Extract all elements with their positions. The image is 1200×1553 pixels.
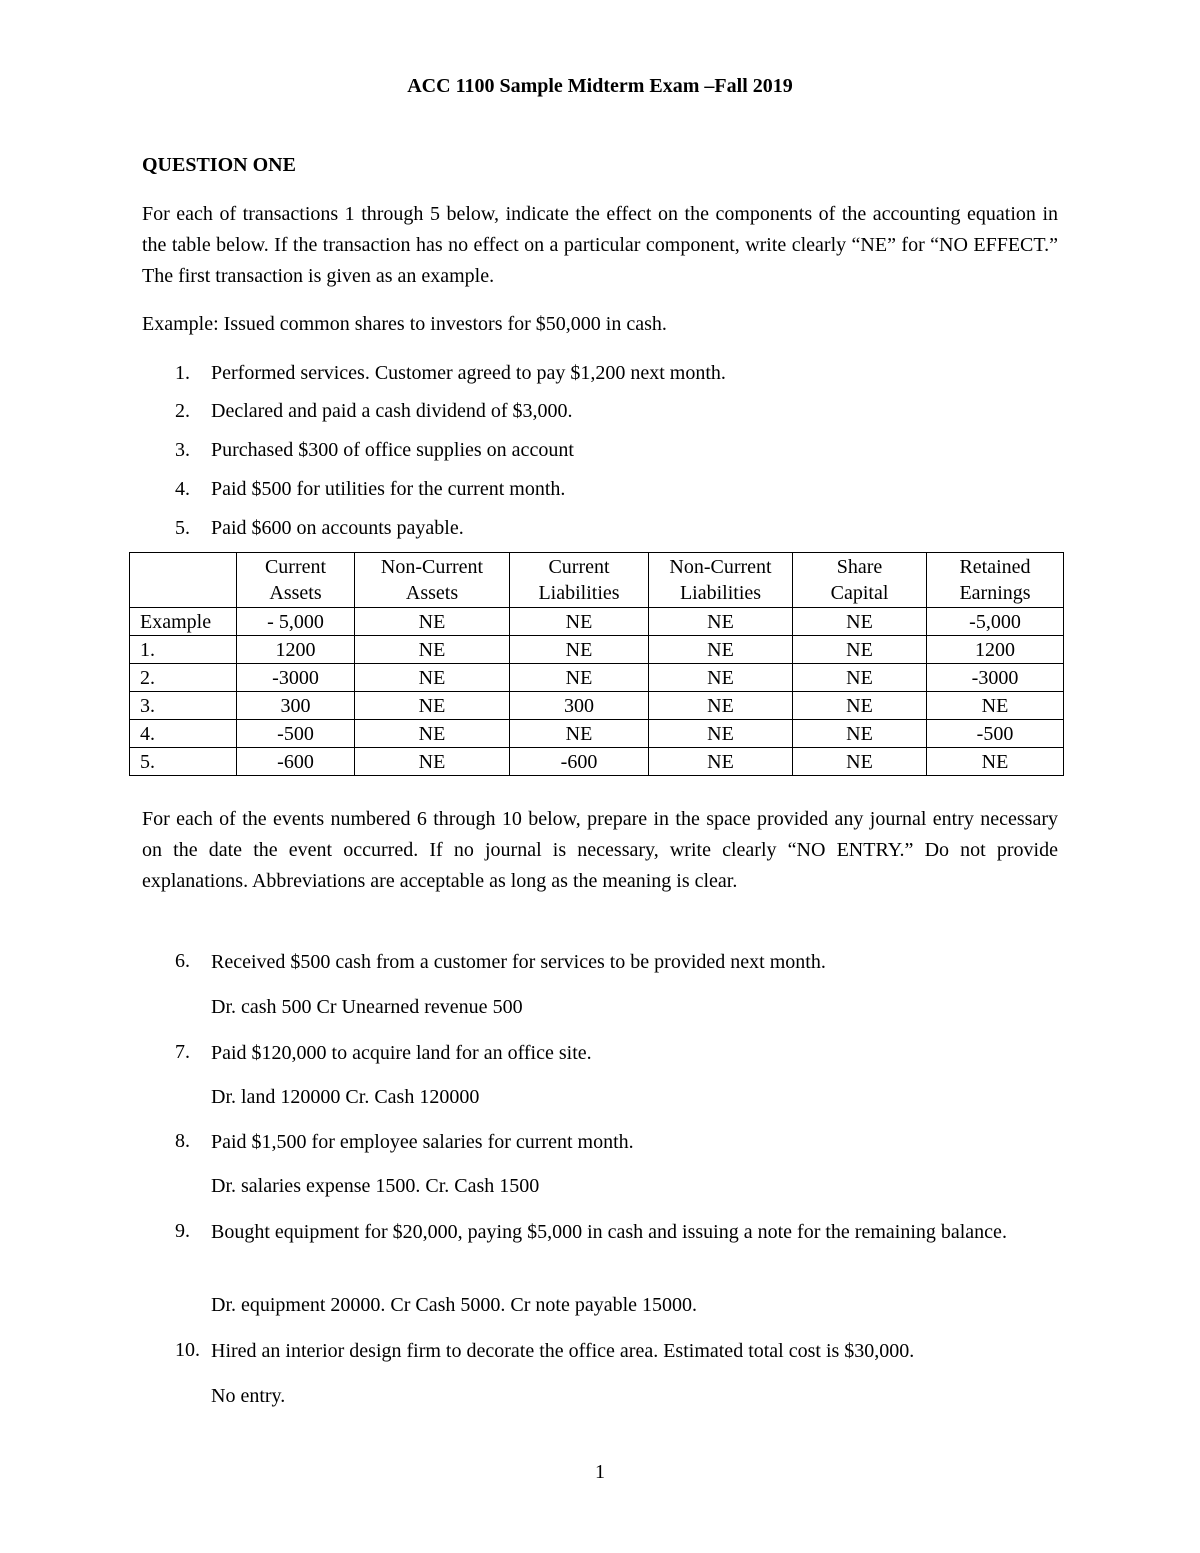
column-header-non-current-liabilities: Non-Current Liabilities [649,553,793,608]
table-cell: 1200 [927,636,1064,664]
column-header-share-capital: Share Capital [793,553,927,608]
event-number: 8. [175,1130,190,1152]
table-cell: -3000 [237,664,355,692]
table-cell: NE [793,664,927,692]
row-label: 4. [130,720,237,748]
transaction-number: 2. [175,400,190,422]
table-row [130,608,1064,636]
row-label: Example [130,608,237,636]
table-cell: NE [649,692,793,720]
table-row [130,692,1064,720]
table-cell: NE [355,692,510,720]
event-text: Bought equipment for $20,000, paying $5,000 in cash and issuing a note for the remaining balance. [211,1221,1007,1243]
question-heading: QUESTION ONE [142,154,296,176]
example-transaction: Example: Issued common shares to investors for $50,000 in cash. [142,313,667,335]
event-number: 7. [175,1041,190,1063]
transaction-text: Performed services. Customer agreed to pay $1,200 next month. [211,362,726,384]
page-number: 1 [595,1461,605,1483]
table-cell: NE [649,608,793,636]
table-cell: NE [355,664,510,692]
transaction-number: 3. [175,439,190,461]
table-cell: NE [510,720,649,748]
row-label: 2. [130,664,237,692]
table-cell: NE [793,692,927,720]
table-cell: -600 [510,748,649,776]
row-label: 3. [130,692,237,720]
table-cell: -500 [237,720,355,748]
row-label: 1. [130,636,237,664]
instructions-paragraph: For each of transactions 1 through 5 below, indicate the effect on the components of the accounting equation in the table below. If the transaction has no effect on a particular component, write clearly “NE” for “NO EFFECT.” The first transaction is given as an example. [142,203,1058,287]
transaction-number: 4. [175,478,190,500]
row-label: 5. [130,748,237,776]
event-number: 10. [175,1339,200,1361]
table-cell: -3000 [927,664,1064,692]
table-cell: NE [927,748,1064,776]
journal-answer: Dr. equipment 20000. Cr Cash 5000. Cr note payable 15000. [211,1294,698,1316]
table-cell: NE [355,748,510,776]
table-cell: NE [510,608,649,636]
column-header-non-current-assets: Non-Current Assets [355,553,510,608]
table-cell: NE [649,748,793,776]
exam-title: ACC 1100 Sample Midterm Exam –Fall 2019 [407,75,793,97]
table-cell: NE [927,692,1064,720]
table-cell: 300 [237,692,355,720]
table-cell: NE [793,748,927,776]
table-cell: NE [649,664,793,692]
table-cell: NE [793,720,927,748]
table-cell: NE [355,636,510,664]
transaction-text: Declared and paid a cash dividend of $3,000. [211,400,573,422]
transaction-text: Paid $500 for utilities for the current month. [211,478,566,500]
table-cell: NE [793,636,927,664]
table-header-row [130,553,1064,608]
table-cell: -5,000 [927,608,1064,636]
table-cell: 300 [510,692,649,720]
accounting-equation-table [129,552,1064,776]
event-number: 6. [175,950,190,972]
table-cell: -500 [927,720,1064,748]
table-row [130,636,1064,664]
event-text: Paid $120,000 to acquire land for an office site. [211,1042,592,1064]
transaction-number: 5. [175,517,190,539]
column-header-current-liabilities: Current Liabilities [510,553,649,608]
column-header-retained-earnings: Retained Earnings [927,553,1064,608]
journal-answer: Dr. salaries expense 1500. Cr. Cash 1500 [211,1175,540,1197]
table-cell: -600 [237,748,355,776]
table-cell: NE [649,720,793,748]
event-number: 9. [175,1220,190,1242]
table-row [130,664,1064,692]
table-cell: NE [649,636,793,664]
table-cell: - 5,000 [237,608,355,636]
journal-answer: No entry. [211,1385,286,1407]
transaction-number: 1. [175,362,190,384]
column-header [130,553,237,608]
table-cell: NE [355,608,510,636]
event-text: Hired an interior design firm to decorate the office area. Estimated total cost is $30,000. [211,1340,915,1362]
journal-answer: Dr. cash 500 Cr Unearned revenue 500 [211,996,523,1018]
transaction-text: Paid $600 on accounts payable. [211,517,464,539]
table-cell: NE [355,720,510,748]
event-text: Received $500 cash from a customer for services to be provided next month. [211,951,826,973]
journal-instructions-paragraph: For each of the events numbered 6 through 10 below, prepare in the space provided any journal entry necessary on the date the event occurred. If no journal is necessary, write clearly “NO ENTRY.” Do not provide explanations. Abbreviations are acceptable as long as the meaning is clear. [142,808,1058,892]
column-header-current-assets: Current Assets [237,553,355,608]
table-row [130,720,1064,748]
event-text: Paid $1,500 for employee salaries for current month. [211,1131,634,1153]
table-cell: 1200 [237,636,355,664]
table-cell: NE [510,636,649,664]
table-cell: NE [793,608,927,636]
journal-answer: Dr. land 120000 Cr. Cash 120000 [211,1086,480,1108]
table-row [130,748,1064,776]
table-cell: NE [510,664,649,692]
transaction-text: Purchased $300 of office supplies on account [211,439,574,461]
